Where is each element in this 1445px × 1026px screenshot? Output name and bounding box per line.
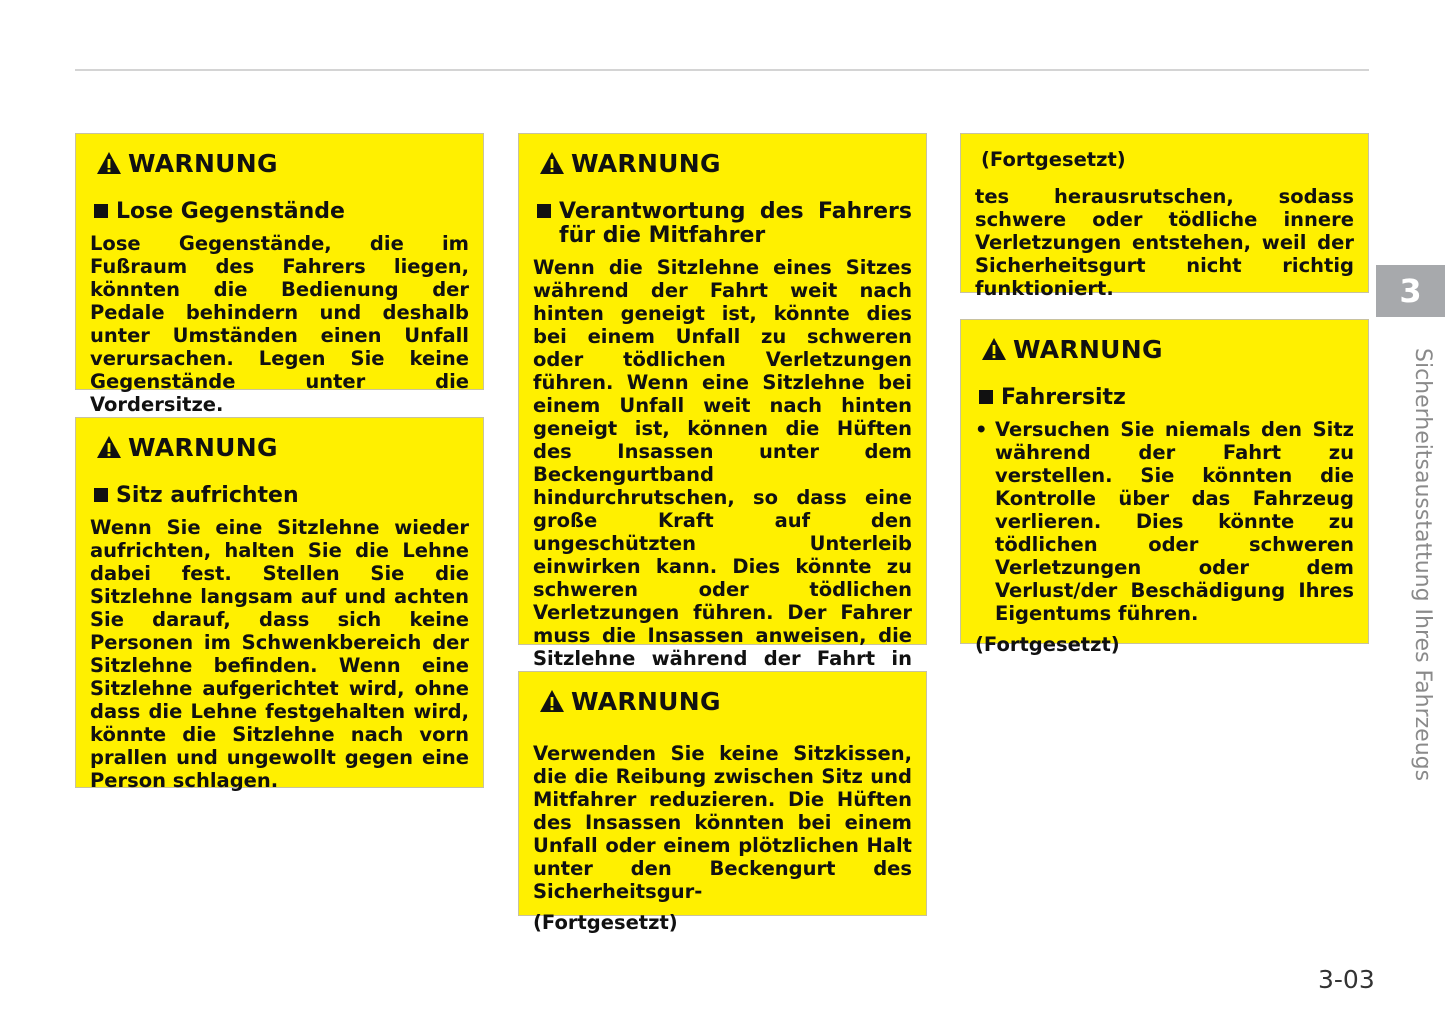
continued-label: (Fortgesetzt) <box>981 148 1126 171</box>
warning-text: Versuchen Sie niemals den Sitz während der Fahrt zu verstellen. Sie könnten die Kontrolle über das Fahrzeug verlieren. Dies könnte zu tödlichen oder schweren Verletzungen oder dem Verlust/der Beschädigung Ihres Eigentums führen. <box>995 418 1354 625</box>
warning-triangle-icon <box>539 689 565 713</box>
warning-text: Lose Gegenstände, die im Fußraum des Fahrers liegen, könnten die Bedienung der Pedale behindern und deshalb unter Umständen einen Unfall verursachen. Legen Sie keine Gegenstände unter die Vordersitze. <box>90 232 469 416</box>
bullet-dot-icon: • <box>975 418 988 441</box>
warning-title: WARNUNG <box>96 148 469 178</box>
warning-box-verantwortung <box>518 133 927 670</box>
section-heading: Sitz aufrichten <box>90 484 469 508</box>
warning-title: WARNUNG <box>539 686 912 716</box>
chapter-side-title: Sicherheitsausstattung Ihres Fahrzeugs <box>1410 348 1435 782</box>
warning-text: Verwenden Sie keine Sitzkissen, die die Reibung zwischen Sitz und Mitfahrer reduzieren. Die Hüften des Insassen könnten bei einem Unfall oder einem plötzlichen Halt unter den Beckengurt des Sicherheitsgur- <box>533 742 912 903</box>
square-bullet-icon <box>94 488 108 502</box>
section-heading: Fahrersitz <box>975 386 1354 410</box>
section-heading: Lose Gegenstände <box>90 200 469 224</box>
chapter-tab: 3 <box>1376 265 1445 317</box>
section-heading: Verantwortung des Fahrers für die Mitfahrer <box>533 200 912 248</box>
warning-title: WARNUNG <box>539 148 912 178</box>
warning-title: WARNUNG <box>981 334 1354 364</box>
page-number: 3-03 <box>1318 965 1375 994</box>
warning-box-sitz-aufrichten <box>75 417 484 792</box>
square-bullet-icon <box>979 390 993 404</box>
bullet-item <box>975 418 1354 625</box>
continued-label: (Fortgesetzt) <box>975 633 1120 656</box>
warning-box-fahrersitz <box>960 319 1369 656</box>
square-bullet-icon <box>94 204 108 218</box>
warning-box-sitzkissen <box>518 671 927 934</box>
warning-triangle-icon <box>96 435 122 459</box>
warning-text: tes herausrutschen, sodass schwere oder tödliche innere Verletzungen entstehen, weil der Sicherheitsgurt nicht richtig funktioniert. <box>975 185 1354 300</box>
warning-text: Wenn die Sitzlehne eines Sitzes während der Fahrt weit nach hinten geneigt ist, könnte dies bei einem Unfall zu schweren oder tödlichen Verletzungen führen. Wenn eine Sitzlehne bei einem Unfall weit nach hinten geneigt ist, können die Hüften des Insassen unter dem Beckengurtband hindurchrutschen, so dass eine große Kraft auf den ungeschützten Unterleib einwirken kann. Dies könnte zu schweren oder tödlichen Verletzungen führen. Der Fahrer muss die Insassen anweisen, die Sitzlehne während der Fahrt in <box>533 256 912 670</box>
warning-title: WARNUNG <box>96 432 469 462</box>
warning-text: Wenn Sie eine Sitzlehne wieder aufrichten, halten Sie die Lehne dabei fest. Stellen Sie die Sitzlehne langsam auf und achten Sie darauf, dass sich keine Personen im Schwenkbereich der Sitzlehne befinden. Wenn eine Sitzlehne aufgerichtet wird, ohne dass die Lehne festgehalten wird, könnte die Sitzlehne nach vorn prallen und ungewollt gegen eine Person schlagen. <box>90 516 469 792</box>
top-rule <box>75 69 1369 71</box>
warning-triangle-icon <box>96 151 122 175</box>
square-bullet-icon <box>537 204 551 218</box>
warning-box-continuation <box>960 133 1369 300</box>
warning-box-lose-gegenstaende <box>75 133 484 416</box>
warning-triangle-icon <box>539 151 565 175</box>
warning-triangle-icon <box>981 337 1007 361</box>
continued-label: (Fortgesetzt) <box>533 911 678 934</box>
